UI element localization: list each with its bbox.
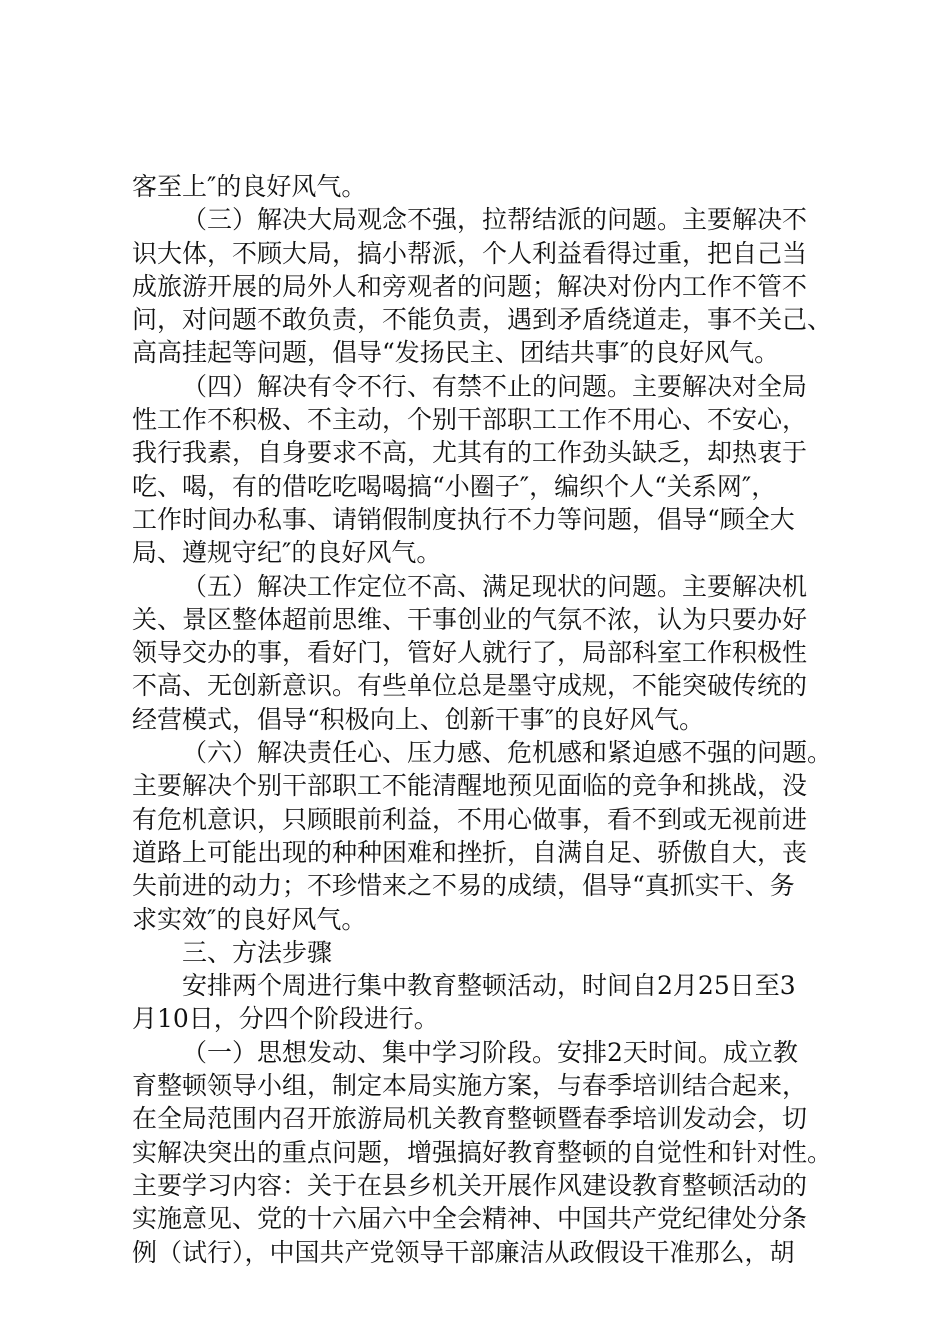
text-line: 客至上″的良好风气。 (132, 172, 367, 201)
text-line: （三）解决大局观念不强，拉帮结派的问题。主要解决不 (182, 205, 808, 235)
text-line: 例（试行），中国共产党领导干部廉洁从政假设干准那么，胡 (132, 1237, 795, 1267)
text-line: 成旅游开展的局外人和旁观者的问题；解决对份内工作不管不 (132, 271, 808, 301)
text-line: 实施意见、党的十六届六中全会精神、中国共产党纪律处分条 (132, 1204, 808, 1234)
text-line: 局、遵规守纪″的良好风气。 (132, 538, 442, 568)
text-line: 问，对问题不敢负责，不能负责，遇到矛盾绕道走，事不关己、 (132, 305, 833, 335)
text-line: 高高挂起等问题，倡导“发扬民主、团结共事″的良好风气。 (132, 338, 780, 368)
text-line: 不高、无创新意识。有些单位总是墨守成规，不能突破传统的 (132, 671, 808, 701)
text-line: 我行我素，自身要求不高，尤其有的工作劲头缺乏，却热衷于 (132, 438, 808, 468)
text-line: （五）解决工作定位不高、满足现状的问题。主要解决机 (182, 571, 808, 601)
text-line: 在全局范围内召开旅游局机关教育整顿暨春季培训发动会，切 (132, 1104, 808, 1134)
text-line: （四）解决有令不行、有禁不止的问题。主要解决对全局 (182, 371, 808, 401)
document-body (132, 170, 852, 1269)
text-line: 主要学习内容：关于在县乡机关开展作风建设教育整顿活动的 (132, 1170, 808, 1200)
text-line: 经营模式，倡导“积极向上、创新干事″的良好风气。 (132, 704, 705, 734)
text-line: 工作时间办私事、请销假制度执行不力等问题，倡导“顾全大 (132, 504, 795, 534)
text-line: 吃、喝，有的借吃吃喝喝搞“小圈子″，编织个人“关系网″， (132, 471, 777, 501)
text-line: 月10日，分四个阶段进行。 (132, 1004, 439, 1034)
text-line: 关、景区整体超前思维、干事创业的气氛不浓，认为只要办好 (132, 604, 808, 634)
text-line: 主要解决个别干部职工不能清醒地预见面临的竞争和挑战，没 (132, 771, 808, 801)
text-line: 求实效″的良好风气。 (132, 904, 367, 934)
text-line: 道路上可能出现的种种困难和挫折，自满自足、骄傲自大，丧 (132, 837, 808, 867)
text-line: 识大体，不顾大局，搞小帮派，个人利益看得过重，把自己当 (132, 238, 808, 268)
text-line: 有危机意识，只顾眼前利益，不用心做事，看不到或无视前进 (132, 804, 808, 834)
text-line: 育整顿领导小组，制定本局实施方案，与春季培训结合起来， (132, 1071, 808, 1101)
text-line: 失前进的动力；不珍惜来之不易的成绩，倡导“真抓实干、务 (132, 871, 795, 901)
text-line: 实解决突出的重点问题，增强搞好教育整顿的自觉性和针对性。 (132, 1137, 833, 1167)
text-line: 领导交办的事，看好门，管好人就行了，局部科室工作积极性 (132, 638, 808, 668)
text-line: （六）解决责任心、压力感、危机感和紧迫感不强的问题。 (182, 738, 833, 768)
text-line: 三、方法步骤 (182, 937, 333, 967)
text-line: 安排两个周进行集中教育整顿活动，时间自2月25日至3 (182, 971, 796, 1001)
text-line: 性工作不积极、不主动，个别干部职工工作不用心、不安心， (132, 405, 808, 435)
text-line: （一）思想发动、集中学习阶段。安排2天时间。成立教 (182, 1037, 798, 1067)
